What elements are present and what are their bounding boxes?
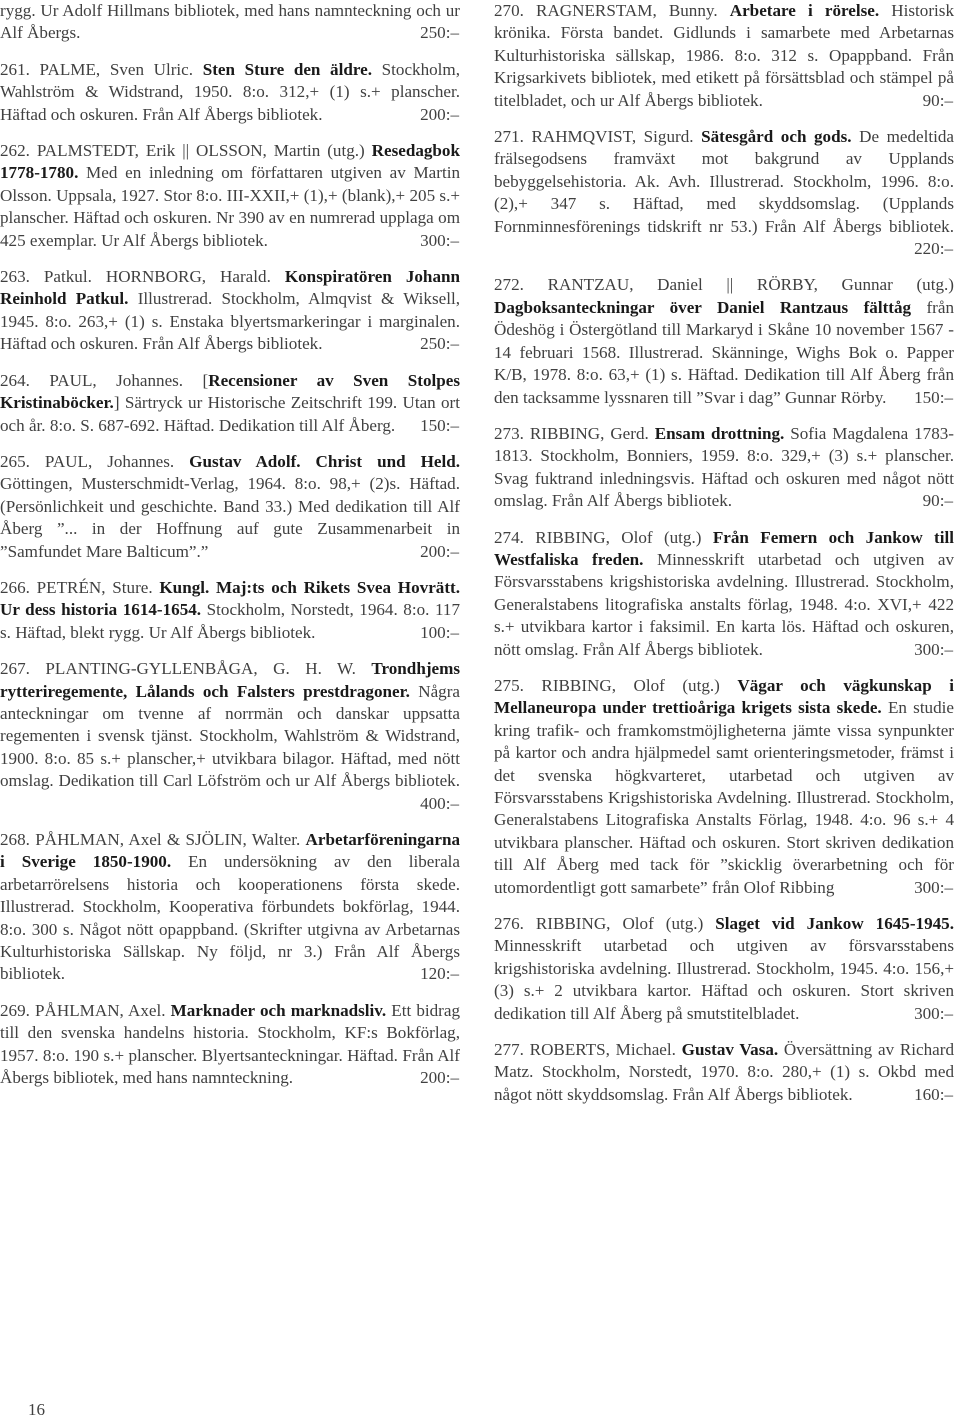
entry-head: 264. PAUL, Johannes. [ xyxy=(0,370,209,390)
entry-title: Recensioner av Sven Stolpes Kristinaböcker. xyxy=(0,370,460,413)
entry-description: En studie kring trafik- och framkomstmöjligheterna jämte vissa synpunkter på kartor och andra hjälpmedel samt orienteringsmetoder, främst i det svenska högkvarteret, utarbetad och utgiven av Försvarsstabens Krigshistoriska Avdelning. Illustrerad. Stockholm, Generalstabens Litografiska Anstalts Förlag, 1948. 4:o. 96 s.+ 4 utvikbara planscher. Häftad och oskuren. Stort skriven dedikation till Alf Åberg med tack för ”skicklig överarbetning och för utomordentligt gott samarbete” från Olof Ribbing xyxy=(494,698,954,897)
entry-description: Historisk krönika. Första bandet. Gidlunds i samarbete med Arbetarnas Kulturhistoriska sällskap, 1986. 8:o. 312 s. Opappband. Från Krigsarkivets bibliotek, med etikett på försättsblad och stämpel på titelbladet, och ur Alf Åbergs bibliotek. xyxy=(494,1,954,110)
right-column xyxy=(494,0,954,1120)
left-column xyxy=(0,0,460,1103)
catalog-entry xyxy=(0,577,460,644)
entry-head: 275. RIBBING, Olof (utg.) xyxy=(494,675,738,695)
entry-price: 300:– xyxy=(914,1003,953,1023)
entry-description: Göttingen, Musterschmidt-Verlag, 1964. 8:o. 98,+ (2)s. Häftad. (Persönlichkeit und geschichte. Band 33.) Med dedikation till Alf Åberg ”... in der Hoffnung auf gute Zusammenarbeit in ”Samfundet Mare Balticum”.” xyxy=(0,474,460,561)
entry-head: 272. RANTZAU, Daniel || RÖRBY, Gunnar (utg.) xyxy=(494,275,954,295)
entry-description: De medeltida frälsegodsens framväxt mot bakgrund av Upplands bebyggelsehistoria. Ak. Avh. Illustrerad. Stockholm, 1996. 8:o. (2),+ 347 s. Häftad, med skyddsomslag. (Upplands Fornminnesförenings tidskrift nr 53.) Från Alf Åbergs bibliotek. xyxy=(494,127,954,236)
entry-description: Stockholm, Wahlström & Widstrand, 1950. 8:o. 312,+ (1) s.+ planscher. Häftad och oskuren. Från Alf Åbergs bibliotek. xyxy=(0,59,461,124)
entry-description: Några anteckningar om tvenne af norrmän och danskar uppsatta regementen i svensk tjänst. Stockholm, Wahlström & Widstrand, 1900. 8:o. 85 s.+ planscher,+ utvikbara bilagor. Häftad, med nött omslag. Dedikation till Carl Löfström och ur Alf Åbergs bibliotek. xyxy=(0,681,460,791)
entry-head: 269. PÅHLMAN, Axel. xyxy=(0,1000,171,1020)
entry-title: Resedagbok 1778-1780. xyxy=(0,141,460,183)
entry-price: 90:– xyxy=(922,491,953,511)
entry-price: 300:– xyxy=(420,230,459,250)
entry-price: 220:– xyxy=(914,239,953,259)
entry-description: Översättning av Richard Matz. Stockholm, Norstedt, 1970. 8:o. 280,+ (1) s. Okbd med något nött skyddsomslag. Från Alf Åbergs bibliotek. xyxy=(494,1040,955,1104)
catalog-entry xyxy=(494,1039,954,1106)
entry-title: Slaget vid Jankow 1645-1945. xyxy=(715,914,955,934)
entry-price: 200:– xyxy=(420,1068,459,1088)
entry-description: Sofia Magdalena 1783-1813. Stockholm, Bonniers, 1959. 8:o. 329,+ (3) s.+ planscher. Svag fuktrand inledningsvis. Häftad och oskuren med något nött omslag. Från Alf Åbergs bibliotek. xyxy=(494,423,954,511)
entry-head: 273. RIBBING, Gerd. xyxy=(494,423,655,443)
entry-price: 250:– xyxy=(420,23,459,43)
entry-head: 267. PLANTING-GYLLENBÅGA, G. H. W. xyxy=(0,659,372,679)
entry-title: Dagboksanteckningar över Daniel Rantzaus fälttåg xyxy=(494,297,912,317)
entry-head: 270. RAGNERSTAM, Bunny. xyxy=(494,1,730,20)
catalog-entry xyxy=(494,675,954,899)
entry-title: Trondhjems rytteriregemente, Lålands och Falsters prestdragoner. xyxy=(0,659,460,701)
entry-title: Sten Sture den äldre. xyxy=(202,59,373,79)
entry-title: Kungl. Maj:ts och Rikets Svea Hovrätt. Ur dess historia 1614-1654. xyxy=(0,577,460,620)
entry-head: 268. PÅHLMAN, Axel & SJÖLIN, Walter. xyxy=(0,830,306,849)
entry-price: 100:– xyxy=(420,622,459,642)
entry-description: Minnesskrift utarbetad och utgiven av Försvarsstabens krigshistoriska avdelning. Illustrerad. Stockholm, Generalstabens litografiska anstalts förlag, 1948. 4:o. XVI,+ 422 s.+ utvikbara kartor i faksimil. En karta lös. Häftad och oskuren, nött omslag. Från Alf Åbergs bibliotek. xyxy=(494,549,954,659)
catalog-entry xyxy=(0,140,460,252)
entry-head: 266. PETRÉN, Sture. xyxy=(0,577,160,597)
entry-head: 277. ROBERTS, Michael. xyxy=(494,1040,682,1060)
entry-price: 250:– xyxy=(420,334,459,354)
entry-title: Konspiratören Johann Reinhold Patkul. xyxy=(0,267,461,309)
catalog-entry xyxy=(0,266,460,356)
catalog-entry xyxy=(0,0,460,45)
catalog-entry xyxy=(494,423,954,513)
entry-price: 90:– xyxy=(922,90,953,110)
catalog-entry xyxy=(494,0,954,112)
entry-head: 265. PAUL, Johannes. xyxy=(0,451,190,471)
entry-price: 200:– xyxy=(420,541,459,561)
entry-title: Från Femern och Jankow till Westfaliska freden. xyxy=(494,527,954,569)
entry-price: 120:– xyxy=(420,964,459,984)
entry-title: Vägar och vägkunskap i Mellaneuropa under trettioåriga krigets sista skede. xyxy=(494,675,954,718)
catalog-entry xyxy=(494,126,954,260)
catalog-entry xyxy=(0,451,460,563)
entry-title: Ensam drottning. xyxy=(654,423,785,443)
catalog-entry xyxy=(0,1000,460,1090)
entry-price: 160:– xyxy=(914,1084,953,1104)
catalog-entry xyxy=(0,829,460,986)
entry-description: ] Särtryck ur Historische Zeitschrift 199. Utan ort och år. 8:o. S. 687-692. Häftad. Dedikation till Alf Åberg. xyxy=(0,393,460,435)
entry-price: 300:– xyxy=(914,877,953,897)
entry-head: 263. Patkul. HORNBORG, Harald. xyxy=(0,267,285,287)
entry-price: 150:– xyxy=(914,387,953,407)
entry-description: från Ödeshög i Östergötland till Markaryd i Skåne 10 november 1567 - 14 februari 1568. Illustrerad. Skänninge, Wighs Bok o. Papper K/B, 1978. 8:o. 63,+ (1) s. Häftad. Dedikation till Alf Åberg från den tacksamme lyssnaren till ”Svar i dag” Gunnar Rörby. xyxy=(494,297,954,407)
entry-description: Med en inledning om författaren utgiven av Martin Olsson. Uppsala, 1927. Stor 8:o. III-XXII,+ (1),+ (blank),+ 205 s.+ planscher. Häftad och oskuren. Nr 390 av en numrerad upplaga om 425 exemplar. Ur Alf Åbergs bibliotek. xyxy=(0,163,460,250)
catalog-entry xyxy=(0,370,460,437)
catalog-entry xyxy=(494,274,954,408)
entry-title: Arbetarföreningarna i Sverige 1850-1900. xyxy=(0,830,460,872)
entry-title: Arbetare i rörelse. xyxy=(729,1,880,20)
entry-description: Minnesskrift utarbetad och utgiven av försvarsstabens krigshistoriska avdelning. Illustrerad. Stockholm, 1945. 4:o. 156,+ (3) s.+ 2 utvikbara kartor. Häftad och oskuren. Stort skriven dedikation till Alf Åberg på smutstitelbladet. xyxy=(494,936,954,1023)
entry-description: Illustrerad. Stockholm, Almqvist & Wiksell, 1945. 8:o. 263,+ (1) s. Enstaka blyertsmarkeringar i marginalen. Häftad och oskuren. Från Alf Åbergs bibliotek. xyxy=(0,289,460,354)
entry-price: 200:– xyxy=(420,104,459,124)
catalog-entry xyxy=(494,913,954,1025)
page-number: 16 xyxy=(28,1400,45,1419)
entry-head: 274. RIBBING, Olof (utg.) xyxy=(494,527,713,547)
entry-description: Ett bidrag till den svenska handelns historia. Stockholm, KF:s Bokförlag, 1957. 8:o. 190 s.+ planscher. Blyertsanteckningar. Häftad. Från Alf Åbergs bibliotek, med hans namnteckning. xyxy=(0,1000,461,1088)
entry-title: Gustav Vasa. xyxy=(681,1040,779,1060)
entry-title: Sätesgård och gods. xyxy=(701,127,852,147)
entry-head: 276. RIBBING, Olof (utg.) xyxy=(494,914,716,934)
entry-description: Stockholm, Norstedt, 1964. 8:o. 117 s. Häftad, blekt rygg. Ur Alf Åbergs bibliotek. xyxy=(0,600,460,642)
entry-head: 261. PALME, Sven Ulric. xyxy=(0,59,203,79)
entry-head: 271. RAHMQVIST, Sigurd. xyxy=(494,127,702,147)
entry-text: rygg. Ur Adolf Hillmans bibliotek, med hans namnteckning och ur Alf Åbergs. xyxy=(0,1,460,43)
entry-title: Gustav Adolf. Christ und Held. xyxy=(189,451,460,471)
entry-price: 150:– xyxy=(420,415,459,435)
catalog-entry xyxy=(494,527,954,661)
entry-price: 300:– xyxy=(914,639,953,659)
catalog-entry xyxy=(0,658,460,815)
entry-description: En undersökning av den liberala arbetarrörelsens historia och kooperationens första skede. Illustrerad. Stockholm, Kooperativa förbundets bokförlag, 1944. 8:o. 300 s. Något nött opappband. (Skrifter utgivna av Arbetarnas Kulturhistoriska Sällskap. Ny följd, nr 3.) Från Alf Åbergs bibliotek. xyxy=(0,852,460,984)
entry-price: 400:– xyxy=(420,793,459,813)
catalog-entry xyxy=(0,59,460,126)
entry-title: Marknader och marknadsliv. xyxy=(170,1000,387,1020)
entry-head: 262. PALMSTEDT, Erik || OLSSON, Martin (utg.) xyxy=(0,141,372,161)
